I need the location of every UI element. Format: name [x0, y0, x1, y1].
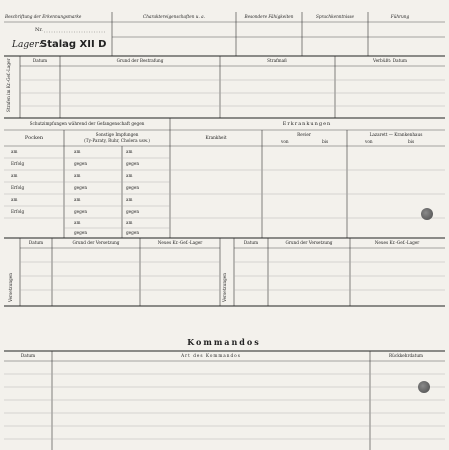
nr-label: Nr. [35, 27, 43, 33]
versetzung-grund-header: Grund der Versetzung [72, 240, 120, 245]
lager-label: Lager: [12, 40, 42, 50]
pocken-row-label: Erfolg [11, 185, 25, 190]
pocken-header: Pocken [24, 135, 44, 141]
sonstige-header-line2: (Ty-Paraty, Ruhr, Cholera usw.) [84, 138, 150, 143]
impfungen-title: Schutzimpfungen während der Gefangenschaft gegen [29, 121, 145, 126]
kommandos-art-header: Art des Kommandos [181, 353, 241, 358]
punch-hole-icon [418, 381, 430, 393]
impfung-am-label: am [74, 173, 81, 178]
revier-von: von [281, 139, 289, 144]
krankheit-header: Krankheit [205, 135, 227, 140]
strafen-side-label: Strafen im Kr.-Gef.-Lager [6, 58, 11, 112]
revier-header: Revier [297, 132, 311, 137]
impfung-am-label: am [74, 149, 81, 154]
lager-value: Stalag XII D [40, 39, 107, 50]
revier-bis: bis [322, 139, 329, 144]
impfung-am-label: am [74, 197, 81, 202]
versetzungen-side-label: Versetzungen [222, 273, 227, 302]
pocken-row-label: Erfolg [11, 209, 25, 214]
pocken-row-label: am [11, 197, 18, 202]
strafen-verbuesst-header: Verbüßt: Datum [373, 58, 407, 63]
versetzung-datum-header: Datum [243, 240, 259, 245]
impfung-am-label: gegen [74, 185, 88, 190]
header-charakter: Charaktereigenschaften u. a. [143, 14, 205, 19]
versetzung-datum-header: Datum [28, 240, 44, 245]
impfung-gegen-label: am [126, 149, 133, 154]
lazarett-header: Lazarett — Krankenhaus [369, 132, 423, 137]
impfung-gegen-label: am [126, 220, 133, 225]
impfung-gegen-label: am [126, 197, 133, 202]
impfung-am-label: gegen [74, 209, 88, 214]
versetzung-grund-header: Grund der Versetzung [285, 240, 333, 245]
erkrankungen-title: Erkrankungen [282, 121, 332, 127]
header-faehigkeiten: Besondere Fähigkeiten [244, 14, 294, 19]
impfung-gegen-label: gegen [126, 185, 140, 190]
versetzungen-side-label: Versetzungen [8, 273, 13, 302]
header-sprachkenntnisse: Sprachkenntnisse [316, 14, 354, 19]
header-fuehrung: Führung [390, 14, 410, 19]
lazarett-bis: bis [408, 139, 415, 144]
versetzung-lager-header: Neues Kr.-Gef.-Lager [374, 240, 420, 245]
kommandos-title: Kommandos [187, 337, 261, 347]
strafen-grund-header: Grund der Bestrafung [116, 58, 164, 63]
impfung-am-label: gegen [74, 230, 88, 235]
versetzung-lager-header: Neues Kr.-Gef.-Lager [157, 240, 203, 245]
pocken-row-label: am [11, 173, 18, 178]
pocken-row-label: am [11, 149, 18, 154]
impfung-gegen-label: gegen [126, 161, 140, 166]
impfung-am-label: am [74, 220, 81, 225]
sonstige-header-line1: Sonstige Impfungen [95, 132, 139, 137]
kommandos-datum-header: Datum [20, 353, 36, 358]
header-erkennungsmarke: Beschriftung der Erkennungsmarke [5, 14, 82, 19]
impfung-gegen-label: gegen [126, 230, 140, 235]
impfung-gegen-label: am [126, 173, 133, 178]
pocken-row-label: Erfolg [11, 161, 25, 166]
punch-hole-icon [421, 208, 433, 220]
kommandos-rueckkehr-header: Rückkehrdatum [389, 353, 423, 358]
strafen-datum-header: Datum [32, 58, 48, 63]
impfung-gegen-label: gegen [126, 209, 140, 214]
lazarett-von: von [365, 139, 373, 144]
impfung-am-label: gegen [74, 161, 88, 166]
strafen-strafmass-header: Strafmaß [267, 58, 287, 63]
